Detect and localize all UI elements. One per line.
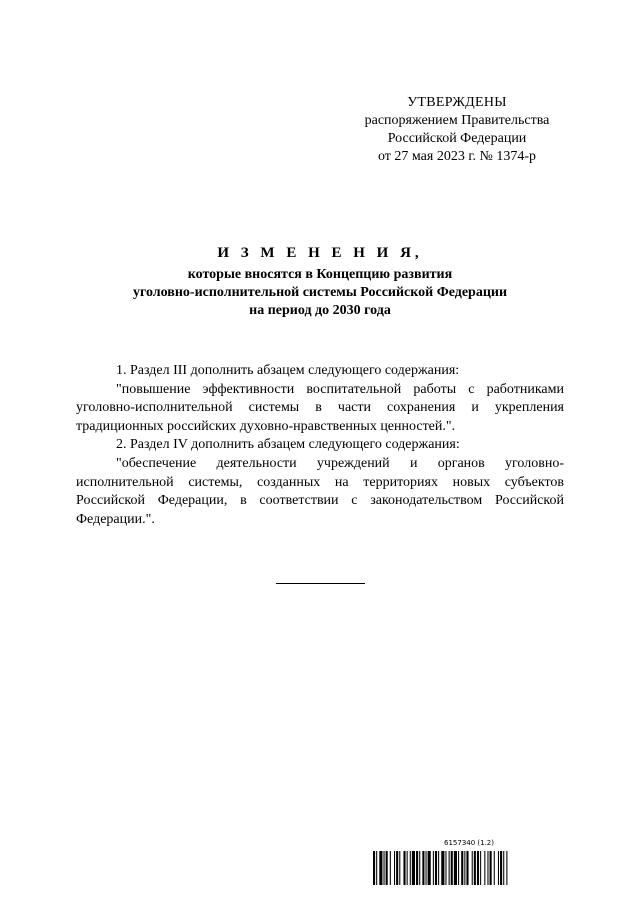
approval-date-number: от 27 мая 2023 г. № 1374-р — [377, 149, 537, 164]
approval-stamp — [352, 94, 562, 166]
amendment-item-2: 2. Раздел IV дополнить абзацем следующего содержания: — [116, 437, 460, 453]
document-subtitle-line: уголовно-исполнительной системы Российской Федерации — [132, 285, 508, 300]
document-subtitle-line: которые вносятся в Концепцию развития — [187, 267, 453, 282]
document-header — [60, 244, 580, 320]
document-subtitle-line: на период до 2030 года — [249, 303, 391, 318]
approval-issuer: распоряжением Правительства — [364, 113, 550, 128]
approval-issuer-country: Российской Федерации — [387, 131, 527, 146]
document-title: И З М Е Н Е Н И Я, — [217, 245, 423, 261]
barcode-icon — [372, 851, 602, 885]
amendment-item-2-text: "обеспечение деятельности учреждений и органов уголовно-исполнительной системы, созданных на территориях новых субъектов Российской Федерации, в соответствии с законодательством Российской Федерации.". — [76, 455, 564, 527]
amendment-item-1: 1. Раздел III дополнить абзацем следующего содержания: — [116, 363, 460, 378]
barcode-number: 6157340 (1.2) — [444, 839, 494, 847]
document-body — [76, 362, 564, 529]
end-divider-line — [276, 583, 365, 584]
amendment-item-1-text: "повышение эффективности воспитательной работы с работниками уголовно-исполнительной системы в части сохранения и укрепления традиционных российских духовно-нравственных ценностей.". — [76, 381, 564, 434]
document-barcode-block — [372, 839, 602, 889]
approval-heading: УТВЕРЖДЕНЫ — [407, 95, 507, 110]
